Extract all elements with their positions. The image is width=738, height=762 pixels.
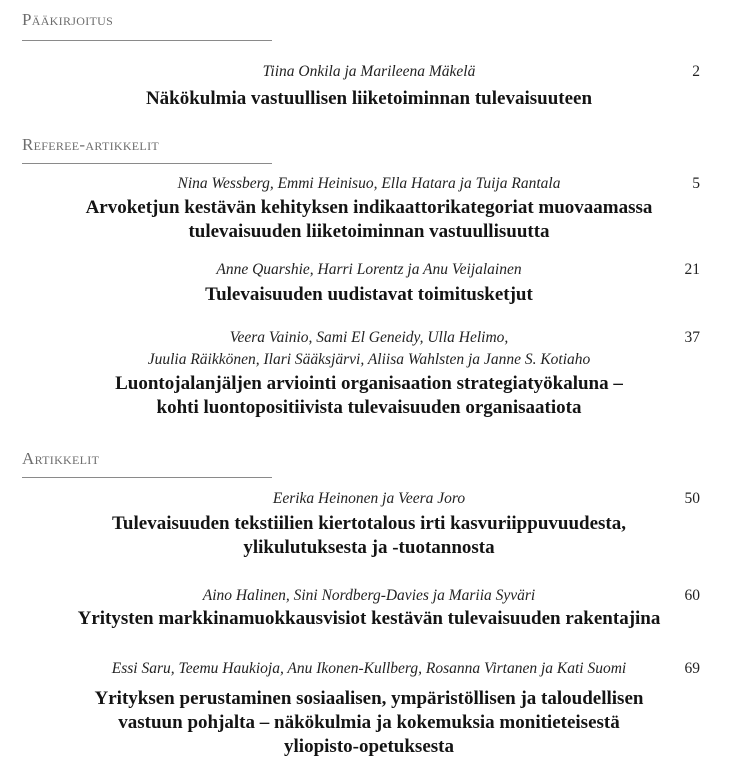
entry-title-line: Arvoketjun kestävän kehityksen indikaattorikategoriat muovaamassa — [85, 197, 653, 218]
entry-authors: Juulia Räikkönen, Ilari Sääksjärvi, Aliisa Wahlsten ja Janne S. Kotiaho — [147, 351, 591, 368]
entry-authors: Anne Quarshie, Harri Lorentz ja Anu Veijalainen — [216, 261, 522, 278]
entry-authors: Tiina Onkila ja Marileena Mäkelä — [262, 63, 476, 80]
entry-title-line: ylikulutuksesta ja -tuotannosta — [243, 537, 495, 558]
entry-title[interactable] — [0, 512, 738, 560]
entry-page-number: 60 — [684, 587, 700, 604]
entry-title[interactable]: Yritysten markkinamuokkausvisiot kestävän tulevaisuuden rakentajina — [77, 608, 661, 629]
entry-authors: Eerika Heinonen ja Veera Joro — [272, 490, 466, 507]
entry-title[interactable] — [0, 372, 738, 420]
entry-authors: Veera Vainio, Sami El Geneidy, Ulla Helimo, — [229, 329, 509, 346]
section-divider — [22, 477, 272, 478]
section-heading-artikkelit: Artikkelit — [22, 449, 100, 468]
section-divider — [22, 163, 272, 164]
entry-title-line: tulevaisuuden liiketoiminnan vastuullisuutta — [188, 221, 550, 242]
entry-page-number: 5 — [692, 175, 700, 192]
entry-page-number: 37 — [684, 329, 700, 346]
entry-title-line: kohti luontopositiivista tulevaisuuden organisaatiota — [156, 397, 582, 418]
entry-page-number: 21 — [684, 261, 700, 278]
entry-page-number: 2 — [692, 63, 700, 80]
entry-title[interactable] — [0, 687, 738, 759]
entry-page-number: 50 — [684, 490, 700, 507]
entry-title[interactable]: Tulevaisuuden uudistavat toimitusketjut — [205, 284, 533, 305]
entry-title-line: yliopisto-opetuksesta — [284, 736, 454, 757]
section-heading-referee-artikkelit: Referee-artikkelit — [22, 135, 159, 154]
section-divider — [22, 40, 272, 41]
entry-title-line: Luontojalanjäljen arviointi organisaation strategiatyökaluna – — [115, 373, 623, 394]
entry-title-line: Yrityksen perustaminen sosiaalisen, ympäristöllisen ja taloudellisen — [94, 688, 644, 709]
entry-title-line: Tulevaisuuden tekstiilien kiertotalous irti kasvuriippuvuudesta, — [112, 513, 626, 534]
entry-page-number: 69 — [684, 660, 700, 677]
entry-authors: Aino Halinen, Sini Nordberg-Davies ja Mariia Syväri — [202, 587, 536, 604]
entry-title-line: vastuun pohjalta – näkökulmia ja kokemuksia monitieteisestä — [118, 712, 620, 733]
entry-authors: Nina Wessberg, Emmi Heinisuo, Ella Hatara ja Tuija Rantala — [177, 175, 561, 192]
entry-title[interactable]: Näkökulmia vastuullisen liiketoiminnan tulevaisuuteen — [145, 88, 593, 109]
section-heading-paakirjoitus: Pääkirjoitus — [22, 10, 114, 29]
entry-authors: Essi Saru, Teemu Haukioja, Anu Ikonen-Kullberg, Rosanna Virtanen ja Kati Suomi — [111, 660, 627, 677]
entry-title[interactable] — [0, 196, 738, 244]
